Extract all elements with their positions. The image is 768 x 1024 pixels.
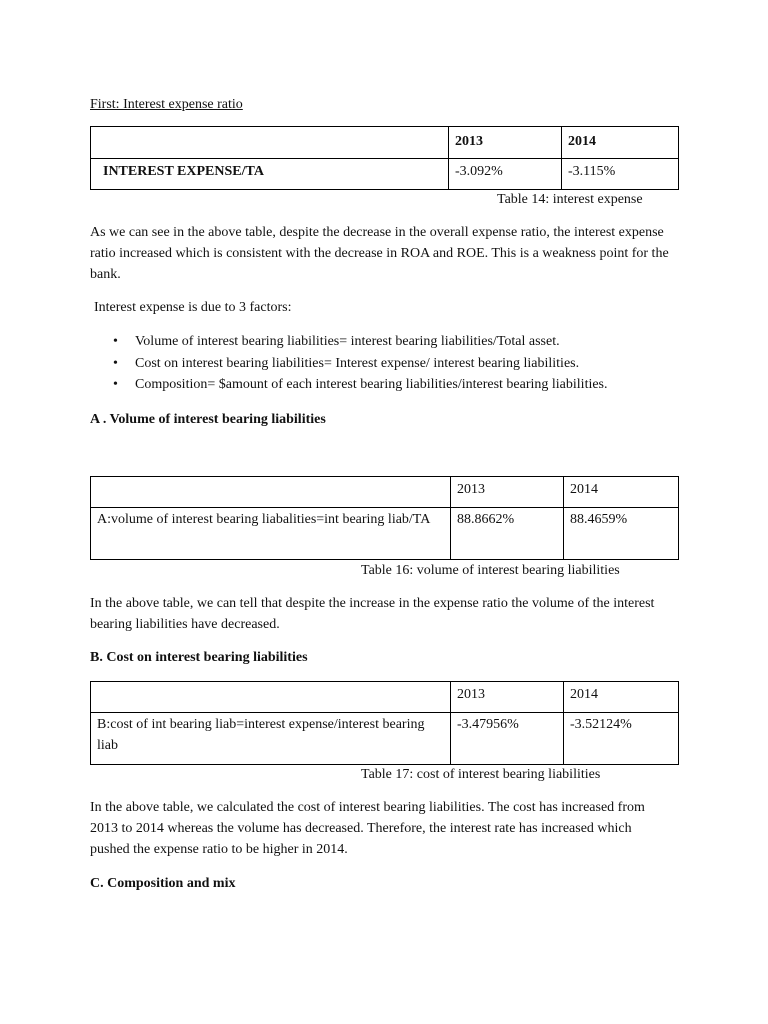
- list-item: [90, 353, 690, 375]
- table-header-cell: [91, 477, 451, 508]
- table-cell: -3.47956%: [451, 713, 564, 765]
- list-item: [90, 331, 690, 353]
- list-item-text: Volume of interest bearing liabilities= interest bearing liabilities/Total asset.: [135, 334, 560, 349]
- section-heading-b: B. Cost on interest bearing liabilities: [90, 650, 308, 665]
- table-cell: 88.8662%: [451, 508, 564, 560]
- table-caption: Table 17: cost of interest bearing liabilities: [361, 767, 601, 782]
- list-item: [90, 374, 690, 396]
- table-header-row: [91, 682, 679, 713]
- list-item-text: Composition= $amount of each interest bearing liabilities/interest bearing liabilities.: [135, 377, 608, 392]
- table-header-row: [91, 127, 679, 159]
- section-heading-a: A . Volume of interest bearing liabilities: [90, 412, 326, 427]
- table-header-row: [91, 477, 679, 508]
- table-header-cell: 2013: [451, 477, 564, 508]
- table-header-cell: 2014: [562, 127, 679, 159]
- table-header-cell: [91, 127, 449, 159]
- table-header-cell: [91, 682, 451, 713]
- table-cell: B:cost of int bearing liab=interest expense/interest bearing liab: [91, 713, 451, 765]
- table-header-cell: 2014: [564, 477, 679, 508]
- section-heading-c: C. Composition and mix: [90, 876, 236, 891]
- table-header-cell: 2013: [451, 682, 564, 713]
- bullet-icon: •: [113, 377, 118, 392]
- table-cell: -3.092%: [449, 159, 562, 190]
- bullet-icon: •: [113, 355, 118, 371]
- table-header-cell: 2013: [449, 127, 562, 159]
- list-item-text: Cost on interest bearing liabilities= Interest expense/ interest bearing liabilities.: [135, 355, 580, 371]
- table-cell: -3.52124%: [564, 713, 679, 765]
- table-volume: [90, 476, 679, 560]
- bullet-icon: •: [113, 334, 118, 349]
- table-cell: -3.115%: [562, 159, 679, 190]
- paragraph: In the above table, we calculated the cost of interest bearing liabilities. The cost has increased from 2013 to 2014 whereas the volume has decreased. Therefore, the interest rate has increased which pushed the expense ratio to be higher in 2014.: [90, 800, 645, 857]
- table-caption: Table 14: interest expense: [497, 192, 643, 207]
- table-interest-expense: [90, 126, 679, 190]
- section-heading-first: First: Interest expense ratio: [90, 97, 243, 112]
- table-cost: [90, 681, 679, 765]
- table-header-cell: 2014: [564, 682, 679, 713]
- table-row: [91, 508, 679, 560]
- table-cell: A:volume of interest bearing liabalities=int bearing liab/TA: [91, 508, 451, 560]
- table-row: [91, 713, 679, 765]
- paragraph: As we can see in the above table, despite the decrease in the overall expense ratio, the interest expense ratio increased which is consistent with the decrease in ROA and ROE. This is a weakness point for the bank.: [90, 225, 669, 282]
- factors-intro: Interest expense is due to 3 factors:: [94, 300, 292, 315]
- table-caption: Table 16: volume of interest bearing liabilities: [361, 563, 620, 578]
- factor-list: [90, 331, 690, 396]
- table-cell: 88.4659%: [564, 508, 679, 560]
- table-cell: INTEREST EXPENSE/TA: [91, 159, 449, 190]
- table-row: [91, 159, 679, 190]
- paragraph: In the above table, we can tell that despite the increase in the expense ratio the volume of the interest bearing liabilities have decreased.: [90, 596, 655, 632]
